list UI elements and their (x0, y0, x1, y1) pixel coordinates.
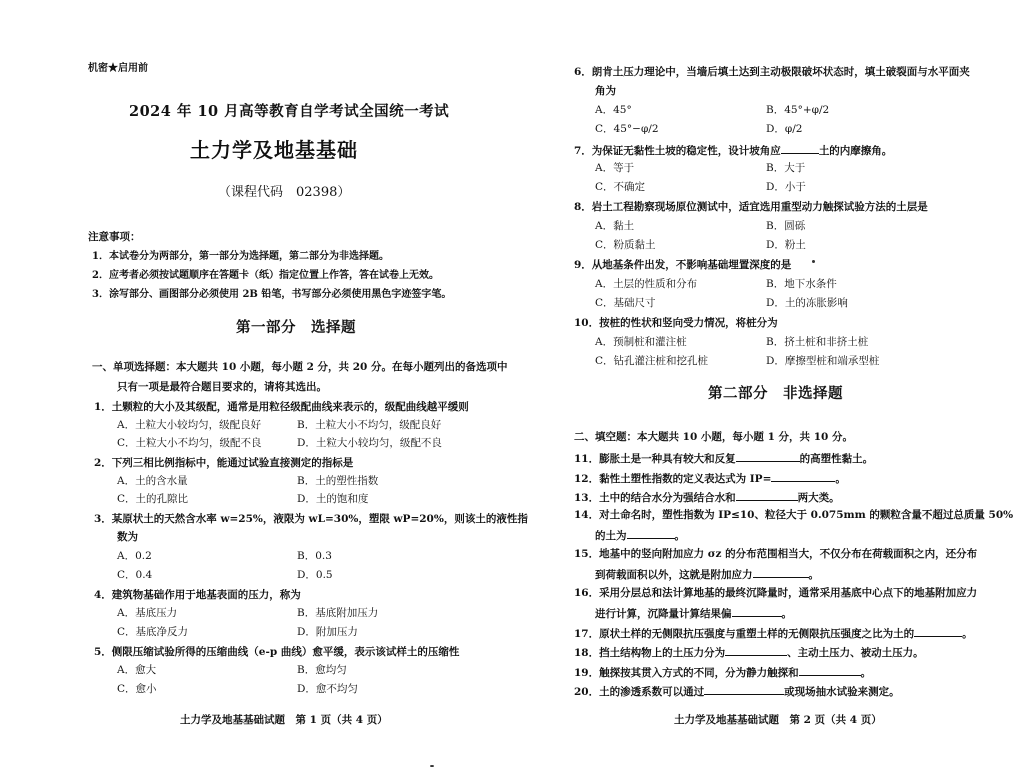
question-4: 4．建筑物基础作用于地基表面的压力，称为 (94, 589, 301, 601)
page-2 (512, 0, 1024, 780)
option-d: D．土的饱和度 (297, 493, 369, 505)
fill-20 (574, 683, 900, 699)
answer-blank (771, 470, 835, 482)
question-6-cont: 角为 (595, 85, 616, 97)
fill-18-text: 18．挡土结构物上的土压力分为 (574, 647, 726, 659)
option-d: D．小于 (766, 181, 806, 193)
option-b: B．土的塑性指数 (297, 475, 379, 487)
fill-16-text-end: 。 (781, 608, 792, 620)
fill-13 (574, 489, 840, 505)
option-b: B．土粒大小不均匀，级配良好 (297, 419, 442, 431)
fill-18-text-end: 、主动土压力、被动土压力。 (787, 647, 924, 659)
option-a: A．土层的性质和分布 (595, 278, 698, 290)
answer-blank (736, 450, 800, 462)
option-b: B．地下水条件 (766, 278, 837, 290)
fill-16-text: 进行计算，沉降量计算结果偏 (595, 608, 732, 620)
fill-12-text-end: 。 (835, 473, 846, 485)
option-c: C．钻孔灌注桩和挖孔桩 (595, 355, 709, 367)
answer-blank (799, 664, 861, 676)
option-b: B．0.3 (297, 550, 332, 562)
option-d: D．土粒大小较均匀，级配不良 (297, 437, 442, 449)
exam-title: 2024 年 10 月高等教育自学考试全国统一考试 (129, 103, 450, 120)
option-d: D．粉土 (766, 239, 806, 251)
fill-15-cont (595, 566, 819, 582)
option-b: B．愈均匀 (297, 664, 347, 676)
option-a: A．预制桩和灌注桩 (595, 336, 687, 348)
fill-17 (574, 625, 973, 641)
answer-blank (914, 625, 962, 637)
option-d: D．φ/2 (766, 123, 803, 135)
fill-14: 14．对土命名时，塑性指数为 IP≤10、粒径大于 0.075mm 的颗粒含量不超过总质量 50% (574, 509, 1014, 521)
fill-17-text-end: 。 (962, 628, 973, 640)
page-footer: 土力学及地基基础试题 第 2 页（共 4 页） (674, 714, 882, 726)
fill-15-text: 到荷载面积以外，这就是附加应力 (595, 569, 753, 581)
course-code: （课程代码 02398） (218, 185, 351, 200)
answer-blank (627, 527, 675, 539)
fill-13-text-end: 两大类。 (797, 492, 840, 504)
fill-15: 15．地基中的竖向附加应力 σz 的分布范围相当大，不仅分布在荷载面积之内，还分布 (574, 548, 978, 560)
question-9: 9．从地基条件出发，不影响基础埋置深度的是 (574, 259, 792, 271)
answer-blank (753, 566, 809, 578)
fill-11-text-end: 的高塑性黏土。 (799, 453, 874, 465)
option-a: A．愈大 (117, 664, 157, 676)
option-d: D．附加压力 (297, 626, 358, 638)
confidential-mark: 机密★启用前 (88, 63, 148, 74)
fill-14-text: 的土为 (595, 530, 627, 542)
question-8: 8．岩土工程勘察现场原位测试中，适宜选用重型动力触探试验方法的土层是 (574, 201, 928, 213)
option-b: B．大于 (766, 162, 806, 174)
fill-12 (574, 470, 846, 486)
option-d: D．土的冻胀影响 (766, 297, 848, 309)
option-c: C．愈小 (117, 683, 157, 695)
fill-16-cont (595, 605, 792, 621)
notice-item: 3．涂写部分、画图部分必须使用 2B 铅笔，书写部分必须使用黑色字迹签字笔。 (92, 289, 452, 300)
page-footer: 土力学及地基基础试题 第 1 页（共 4 页） (180, 714, 388, 726)
fill-19-text: 19．触探按其贯入方式的不同，分为静力触探和 (574, 667, 799, 679)
question-7-text: 7．为保证无黏性土坡的稳定性，设计坡角应 (574, 145, 781, 157)
option-a: A．0.2 (117, 550, 152, 562)
option-b: B．圆砾 (766, 220, 806, 232)
option-b: B．基底附加压力 (297, 607, 379, 619)
fill-11 (574, 450, 873, 466)
notice-item: 1．本试卷分为两部分，第一部分为选择题，第二部分为非选择题。 (92, 251, 389, 262)
notice-item: 2．应考者必须按试题顺序在答题卡（纸）指定位置上作答，答在试卷上无效。 (92, 270, 439, 281)
notice-heading: 注意事项： (88, 231, 141, 243)
fill-18 (574, 644, 924, 660)
section-one-heading-cont: 只有一项是最符合题目要求的，请将其选出。 (117, 381, 327, 393)
answer-blank (732, 605, 782, 617)
question-10: 10．按桩的性状和竖向受力情况，将桩分为 (574, 317, 778, 329)
option-c: C．土的孔隙比 (117, 493, 189, 505)
scan-speck (812, 260, 815, 263)
fill-19 (574, 664, 871, 680)
answer-blank (704, 683, 784, 695)
question-2: 2．下列三相比例指标中，能通过试验直接测定的指标是 (94, 457, 354, 469)
fill-17-text: 17．原状土样的无侧限抗压强度与重塑土样的无侧限抗压强度之比为土的 (574, 628, 915, 640)
option-a: A．黏土 (595, 220, 635, 232)
fill-11-text: 11．膨胀土是一种具有较大和反复 (574, 453, 736, 465)
section-one-heading: 一、单项选择题：本大题共 10 小题，每小题 2 分，共 20 分。在每小题列出的备选项中 (92, 361, 508, 373)
option-c: C．不确定 (595, 181, 646, 193)
option-d: D．愈不均匀 (297, 683, 358, 695)
question-3: 3．某原状土的天然含水率 w=25%，液限为 wL=30%，塑限 wP=20%，则该土的液性指 (94, 513, 528, 525)
question-7 (574, 142, 892, 158)
fill-14-cont (595, 527, 685, 543)
question-7-text-end: 土的内摩擦角。 (818, 145, 893, 157)
fill-13-text: 13．土中的结合水分为强结合水和 (574, 492, 736, 504)
scan-speck (430, 765, 434, 767)
fill-15-text-end: 。 (808, 569, 819, 581)
question-6: 6．朗肯土压力理论中，当墙后填土达到主动极限破坏状态时，填土破裂面与水平面夹 (574, 66, 970, 78)
option-c: C．土粒大小不均匀，级配不良 (117, 437, 262, 449)
fill-19-text-end: 。 (860, 667, 872, 679)
option-b: B．45°+φ/2 (766, 104, 830, 116)
option-c: C．基底净反力 (117, 626, 189, 638)
question-5: 5．侧限压缩试验所得的压缩曲线（e-p 曲线）愈平缓，表示该试样土的压缩性 (94, 646, 460, 658)
option-a: A．基底压力 (117, 607, 178, 619)
option-a: A．45° (595, 104, 632, 116)
option-b: B．挤土桩和非挤土桩 (766, 336, 869, 348)
option-c: C．0.4 (117, 569, 153, 581)
section-two-heading: 二、填空题：本大题共 10 小题，每小题 1 分，共 10 分。 (574, 431, 853, 443)
answer-blank (725, 644, 787, 656)
option-c: C．45°−φ/2 (595, 123, 659, 135)
fill-12-text: 12．黏性土塑性指数的定义表达式为 IP= (574, 473, 772, 485)
answer-blank (736, 489, 798, 501)
option-a: A．土的含水量 (117, 475, 188, 487)
fill-20-text-end: 或现场抽水试验来测定。 (784, 686, 900, 698)
question-1: 1．土颗粒的大小及其级配，通常是用粒径级配曲线来表示的，级配曲线越平缓则 (94, 401, 469, 413)
option-d: D．摩擦型桩和端承型桩 (766, 355, 880, 367)
fill-14-text-end: 。 (674, 530, 685, 542)
question-3-cont: 数为 (117, 531, 138, 543)
option-c: C．基础尺寸 (595, 297, 656, 309)
fill-20-text: 20．土的渗透系数可以通过 (574, 686, 705, 698)
option-a: A．土粒大小较均匀，级配良好 (117, 419, 262, 431)
fill-16: 16．采用分层总和法计算地基的最终沉降量时，通常采用基底中心点下的地基附加应力 (574, 587, 978, 599)
subject-title: 土力学及地基基础 (190, 138, 358, 162)
option-d: D．0.5 (297, 569, 333, 581)
option-a: A．等于 (595, 162, 635, 174)
option-c: C．粉质黏土 (595, 239, 656, 251)
part-one-title: 第一部分 选择题 (236, 319, 356, 336)
part-two-title: 第二部分 非选择题 (708, 385, 843, 402)
answer-blank (781, 142, 819, 154)
